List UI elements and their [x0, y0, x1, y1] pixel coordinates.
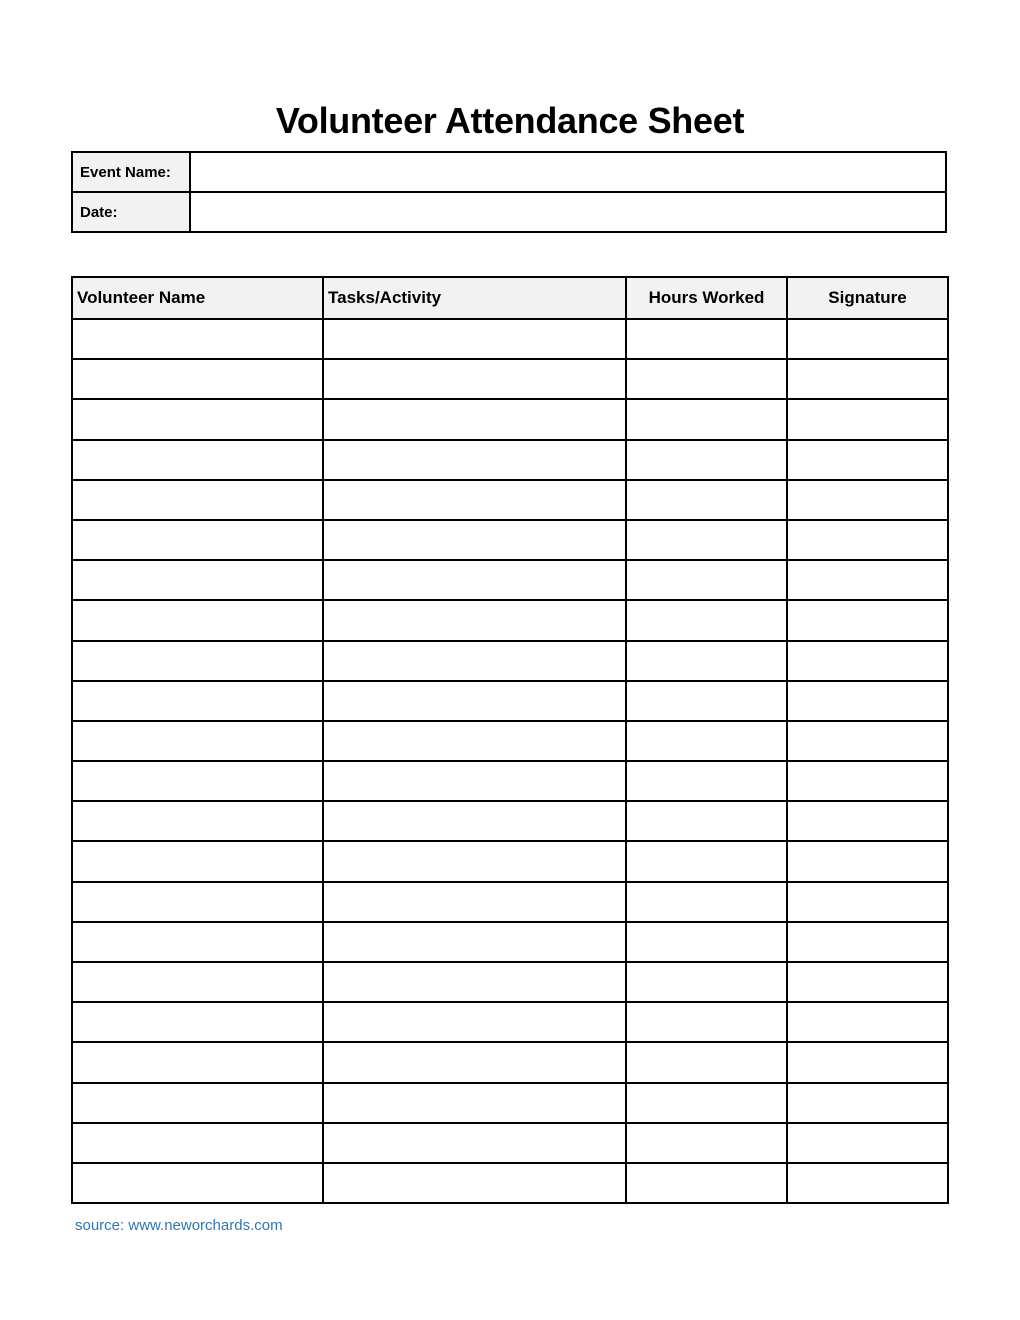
page-title: Volunteer Attendance Sheet	[275, 100, 745, 141]
date-row	[72, 192, 946, 232]
signature-cell[interactable]	[787, 600, 948, 640]
source-link[interactable]: source: www.neworchards.com	[75, 1217, 283, 1234]
tasks-activity-cell[interactable]	[323, 1123, 626, 1163]
signature-cell[interactable]	[787, 1083, 948, 1123]
hours-worked-cell[interactable]	[626, 761, 787, 801]
hours-worked-cell[interactable]	[626, 882, 787, 922]
tasks-activity-cell[interactable]	[323, 841, 626, 881]
hours-worked-cell[interactable]	[626, 359, 787, 399]
table-row	[72, 1002, 948, 1042]
table-row	[72, 1123, 948, 1163]
signature-cell[interactable]	[787, 319, 948, 359]
volunteer-name-cell[interactable]	[72, 882, 323, 922]
signature-cell[interactable]	[787, 440, 948, 480]
hours-worked-cell[interactable]	[626, 962, 787, 1002]
volunteer-name-cell[interactable]	[72, 600, 323, 640]
tasks-activity-cell[interactable]	[323, 1042, 626, 1082]
table-row	[72, 721, 948, 761]
tasks-activity-cell[interactable]	[323, 359, 626, 399]
hours-worked-cell[interactable]	[626, 319, 787, 359]
signature-cell[interactable]	[787, 882, 948, 922]
tasks-activity-cell[interactable]	[323, 600, 626, 640]
volunteer-name-cell[interactable]	[72, 681, 323, 721]
tasks-activity-cell[interactable]	[323, 399, 626, 439]
tasks-activity-cell[interactable]	[323, 1002, 626, 1042]
volunteer-name-cell[interactable]	[72, 1042, 323, 1082]
tasks-activity-cell[interactable]	[323, 962, 626, 1002]
tasks-activity-cell[interactable]	[323, 520, 626, 560]
tasks-activity-cell[interactable]	[323, 761, 626, 801]
hours-worked-cell[interactable]	[626, 560, 787, 600]
table-row	[72, 399, 948, 439]
event-name-field[interactable]	[190, 152, 946, 192]
column-header-tasks-activity: Tasks/Activity	[323, 277, 626, 319]
volunteer-name-cell[interactable]	[72, 962, 323, 1002]
volunteer-name-cell[interactable]	[72, 440, 323, 480]
table-row	[72, 480, 948, 520]
hours-worked-cell[interactable]	[626, 841, 787, 881]
tasks-activity-cell[interactable]	[323, 801, 626, 841]
hours-worked-cell[interactable]	[626, 801, 787, 841]
tasks-activity-cell[interactable]	[323, 480, 626, 520]
volunteer-name-cell[interactable]	[72, 359, 323, 399]
column-header-hours-worked: Hours Worked	[626, 277, 787, 319]
hours-worked-cell[interactable]	[626, 1002, 787, 1042]
hours-worked-cell[interactable]	[626, 1083, 787, 1123]
signature-cell[interactable]	[787, 520, 948, 560]
tasks-activity-cell[interactable]	[323, 1163, 626, 1203]
signature-cell[interactable]	[787, 1042, 948, 1082]
table-row	[72, 801, 948, 841]
event-info-table	[71, 151, 947, 233]
table-row	[72, 359, 948, 399]
signature-cell[interactable]	[787, 641, 948, 681]
volunteer-name-cell[interactable]	[72, 761, 323, 801]
volunteer-name-cell[interactable]	[72, 480, 323, 520]
volunteer-name-cell[interactable]	[72, 399, 323, 439]
table-row	[72, 560, 948, 600]
signature-cell[interactable]	[787, 1163, 948, 1203]
table-row	[72, 841, 948, 881]
table-row	[72, 600, 948, 640]
event-name-label: Event Name:	[72, 152, 190, 192]
table-row	[72, 681, 948, 721]
signature-cell[interactable]	[787, 681, 948, 721]
signature-cell[interactable]	[787, 922, 948, 962]
tasks-activity-cell[interactable]	[323, 440, 626, 480]
event-name-row	[72, 152, 946, 192]
hours-worked-cell[interactable]	[626, 681, 787, 721]
tasks-activity-cell[interactable]	[323, 681, 626, 721]
volunteer-name-cell[interactable]	[72, 560, 323, 600]
hours-worked-cell[interactable]	[626, 641, 787, 681]
volunteer-name-cell[interactable]	[72, 922, 323, 962]
hours-worked-cell[interactable]	[626, 1163, 787, 1203]
signature-cell[interactable]	[787, 761, 948, 801]
volunteer-name-cell[interactable]	[72, 1002, 323, 1042]
table-row	[72, 761, 948, 801]
hours-worked-cell[interactable]	[626, 1123, 787, 1163]
signature-cell[interactable]	[787, 721, 948, 761]
column-header-signature: Signature	[787, 277, 948, 319]
table-row	[72, 440, 948, 480]
hours-worked-cell[interactable]	[626, 922, 787, 962]
hours-worked-cell[interactable]	[626, 399, 787, 439]
date-label: Date:	[72, 192, 190, 232]
tasks-activity-cell[interactable]	[323, 1083, 626, 1123]
signature-cell[interactable]	[787, 1123, 948, 1163]
table-row	[72, 1042, 948, 1082]
hours-worked-cell[interactable]	[626, 440, 787, 480]
table-body	[72, 319, 948, 1203]
volunteer-name-cell[interactable]	[72, 801, 323, 841]
hours-worked-cell[interactable]	[626, 1042, 787, 1082]
signature-cell[interactable]	[787, 480, 948, 520]
volunteer-name-cell[interactable]	[72, 1163, 323, 1203]
attendance-table	[71, 276, 949, 1204]
volunteer-name-cell[interactable]	[72, 520, 323, 560]
signature-cell[interactable]	[787, 359, 948, 399]
table-row	[72, 520, 948, 560]
table-row	[72, 1083, 948, 1123]
table-row	[72, 1163, 948, 1203]
tasks-activity-cell[interactable]	[323, 319, 626, 359]
volunteer-name-cell[interactable]	[72, 841, 323, 881]
volunteer-name-cell[interactable]	[72, 319, 323, 359]
tasks-activity-cell[interactable]	[323, 641, 626, 681]
tasks-activity-cell[interactable]	[323, 882, 626, 922]
signature-cell[interactable]	[787, 1002, 948, 1042]
signature-cell[interactable]	[787, 801, 948, 841]
signature-cell[interactable]	[787, 399, 948, 439]
table-header-row	[72, 277, 948, 319]
tasks-activity-cell[interactable]	[323, 922, 626, 962]
date-field[interactable]	[190, 192, 946, 232]
table-row	[72, 319, 948, 359]
table-row	[72, 641, 948, 681]
signature-cell[interactable]	[787, 962, 948, 1002]
hours-worked-cell[interactable]	[626, 600, 787, 640]
tasks-activity-cell[interactable]	[323, 721, 626, 761]
column-header-volunteer-name: Volunteer Name	[72, 277, 323, 319]
hours-worked-cell[interactable]	[626, 721, 787, 761]
volunteer-name-cell[interactable]	[72, 721, 323, 761]
volunteer-name-cell[interactable]	[72, 1123, 323, 1163]
hours-worked-cell[interactable]	[626, 480, 787, 520]
signature-cell[interactable]	[787, 841, 948, 881]
table-row	[72, 882, 948, 922]
tasks-activity-cell[interactable]	[323, 560, 626, 600]
table-row	[72, 962, 948, 1002]
table-row	[72, 922, 948, 962]
volunteer-name-cell[interactable]	[72, 1083, 323, 1123]
volunteer-name-cell[interactable]	[72, 641, 323, 681]
signature-cell[interactable]	[787, 560, 948, 600]
hours-worked-cell[interactable]	[626, 520, 787, 560]
